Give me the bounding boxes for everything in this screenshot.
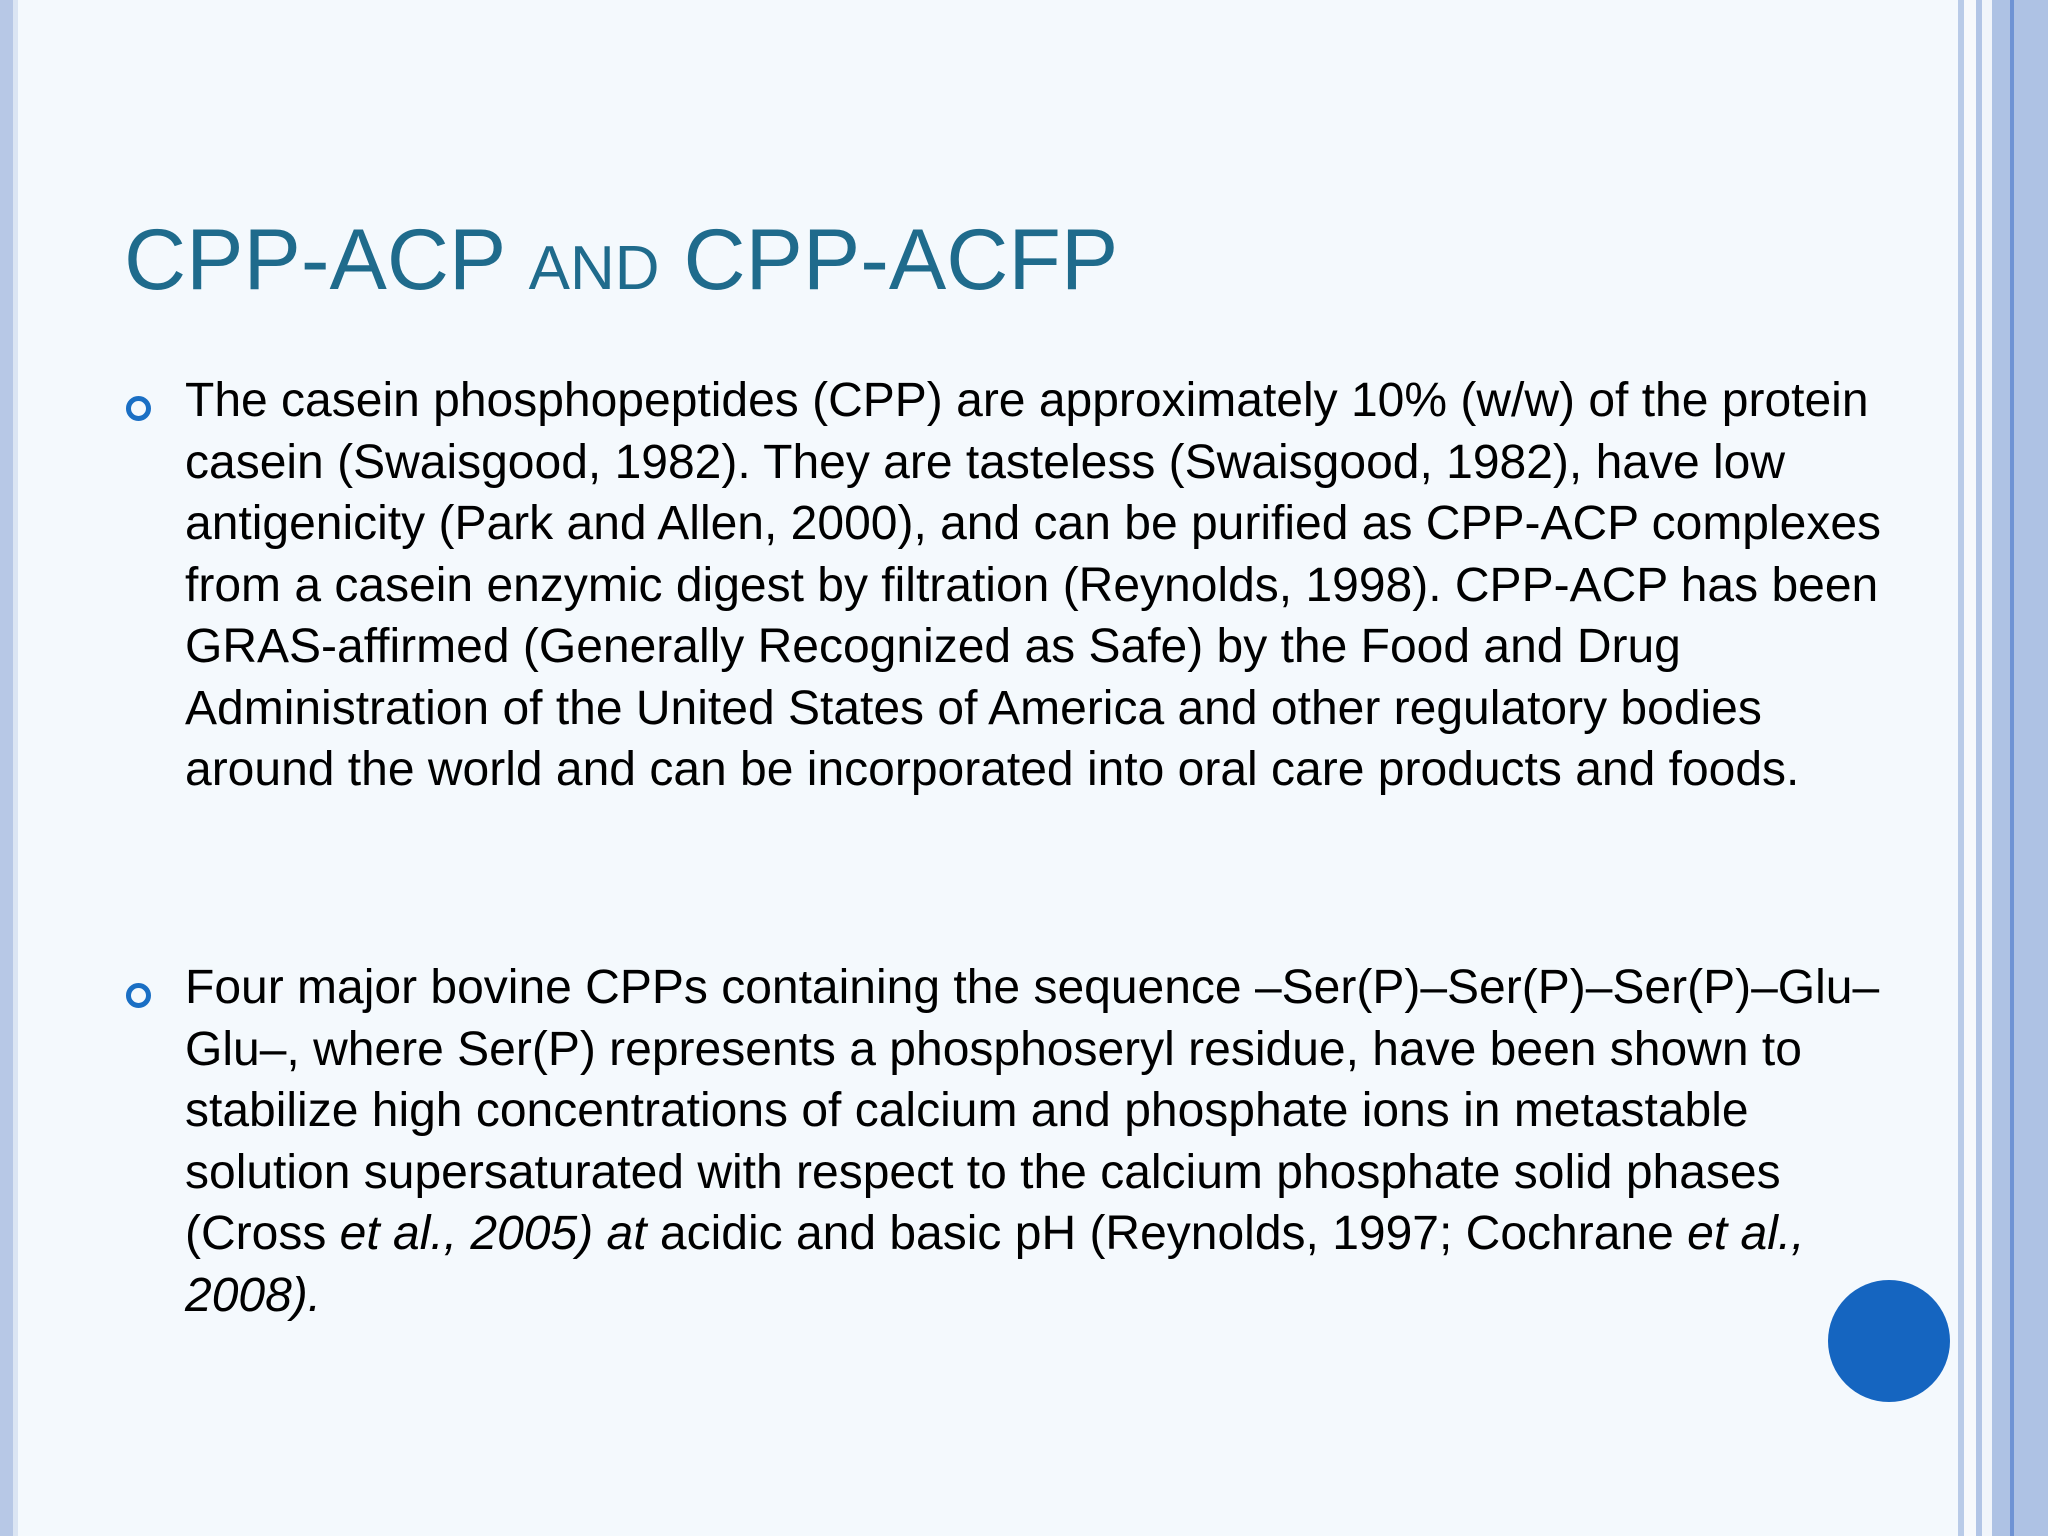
bullet-paragraph-1: The casein phosphopeptides (CPP) are approximately 10% (w/w) of the protein casein (Swaisgood, 1982). They are tasteless (Swaisgood, 1982), have low antigenicity (Park and Allen, 2000), and can be purified as CPP-ACP complexes from a casein enzymic digest by filtration (Reynolds, 1998). CPP-ACP has been GRAS-affirmed (Generally Recognized as Safe) by the Food and Drug Administration of the United States of America and other regulatory bodies around the world and can be incorporated into oral care products and foods. [185,374,1882,796]
bullet-2-italic-b: et al., 2008). [185,1207,1805,1322]
bullet-paragraph-2 [185,957,1915,1326]
right-border-bar [1992,0,2010,1536]
bullet-ring-icon [126,396,151,421]
bullet-ring-icon [126,983,151,1008]
left-border [0,0,13,1536]
decorative-circle [1828,1280,1950,1402]
title-part-1: CPP-ACP [124,212,529,308]
right-border-bar [1982,0,1992,1536]
slide-title [124,210,1118,319]
right-border-bar [1964,0,1976,1536]
bullet-2-italic-a: et al., 2005) at [339,1207,647,1260]
right-border-bar [2014,0,2048,1536]
title-part-3: CPP-ACFP [659,212,1119,308]
bullet-2-text-b: acidic and basic pH (Reynolds, 1997; Cochrane [646,1207,1688,1260]
bullet-2-text-a: Four major bovine CPPs containing the sequence –Ser(P)–Ser(P)–Ser(P)–Glu– Glu–, where Ser(P) represents a phosphoseryl residue, have been shown to stabilize high concentrations of calcium and phosphate ions in metastable solution supersaturated with respect to the calcium phosphate solid phases (Cross [185,961,1880,1260]
title-part-2: AND [528,234,660,303]
left-border-inner [13,0,18,1536]
